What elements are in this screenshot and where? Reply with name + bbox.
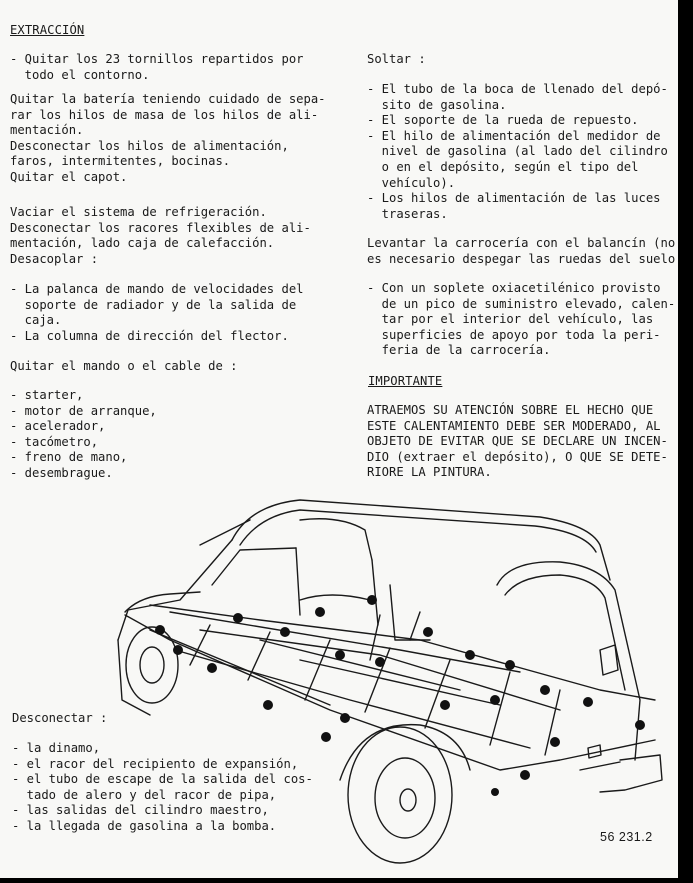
- important-notice: ATRAEMOS SU ATENCIÓN SOBRE EL HECHO QUE ESTE CALENTAMIENTO DEBE SER MODERADO, AL OBJETO DE EVITAR QUE SE DECLARE UN INCEN- DIO (extraer el depósito), O QUE SE DETE- RIORE LA PINTURA.: [367, 403, 668, 480]
- left-paragraph-4: - La palanca de mando de velocidades del soporte de radiador y de la salida de caja. - La columna de dirección del flector.: [10, 282, 304, 343]
- right-list-soplete: - Con un soplete oxiacetilénico provisto de un pico de suministro elevado, calen- tar por el interior del vehículo, las superficies de apoyo por toda la peri- feria de la carrocería.: [367, 281, 676, 358]
- left-paragraph-2: Quitar la batería teniendo cuidado de sepa- rar los hilos de masa de los hilos de ali- mentación. Desconectar los hilos de alimentación, faros, intermitentes, bocinas. Quitar el capot.: [10, 92, 326, 184]
- right-paragraph-1: Soltar :: [367, 52, 426, 66]
- left-paragraph-5: Quitar el mando o el cable de :: [10, 359, 238, 373]
- scan-border-right: [678, 0, 693, 883]
- right-list-soltar: - El tubo de la boca de llenado del depó- sito de gasolina. - El soporte de la rueda de repuesto. - El hilo de alimentación del medidor de nivel de gasolina (al lado del cilindro o en el depósito, según el tipo del vehículo). - Los hilos de alimentación de las luces traseras.: [367, 82, 668, 221]
- important-heading: IMPORTANTE: [368, 374, 443, 388]
- figure-reference-number: 56 231.2: [600, 830, 653, 844]
- left-paragraph-1: - Quitar los 23 tornillos repartidos por todo el contorno.: [10, 52, 304, 82]
- left-list-desconectar: - la dinamo, - el racor del recipiento de expansión, - el tubo de escape de la salida del cos- tado de alero y del racor de pipa, - las salidas del cilindro maestro, - la llegada de gasolina a la bomba.: [12, 741, 313, 833]
- left-paragraph-3: Vaciar el sistema de refrigeración. Desconectar los racores flexibles de ali- mentación, lado caja de calefacción. Desacoplar :: [10, 205, 311, 266]
- left-list-cables: - starter, - motor de arranque, - acelerador, - tacómetro, - freno de mano, - desembrague.: [10, 388, 157, 480]
- section-heading-extraccion: EXTRACCIÓN: [10, 23, 85, 37]
- scan-border-bottom: [0, 878, 693, 883]
- left-paragraph-7: Desconectar :: [12, 711, 108, 725]
- right-paragraph-3: Levantar la carrocería con el balancín (no es necesario despegar las ruedas del suelo: [367, 236, 676, 266]
